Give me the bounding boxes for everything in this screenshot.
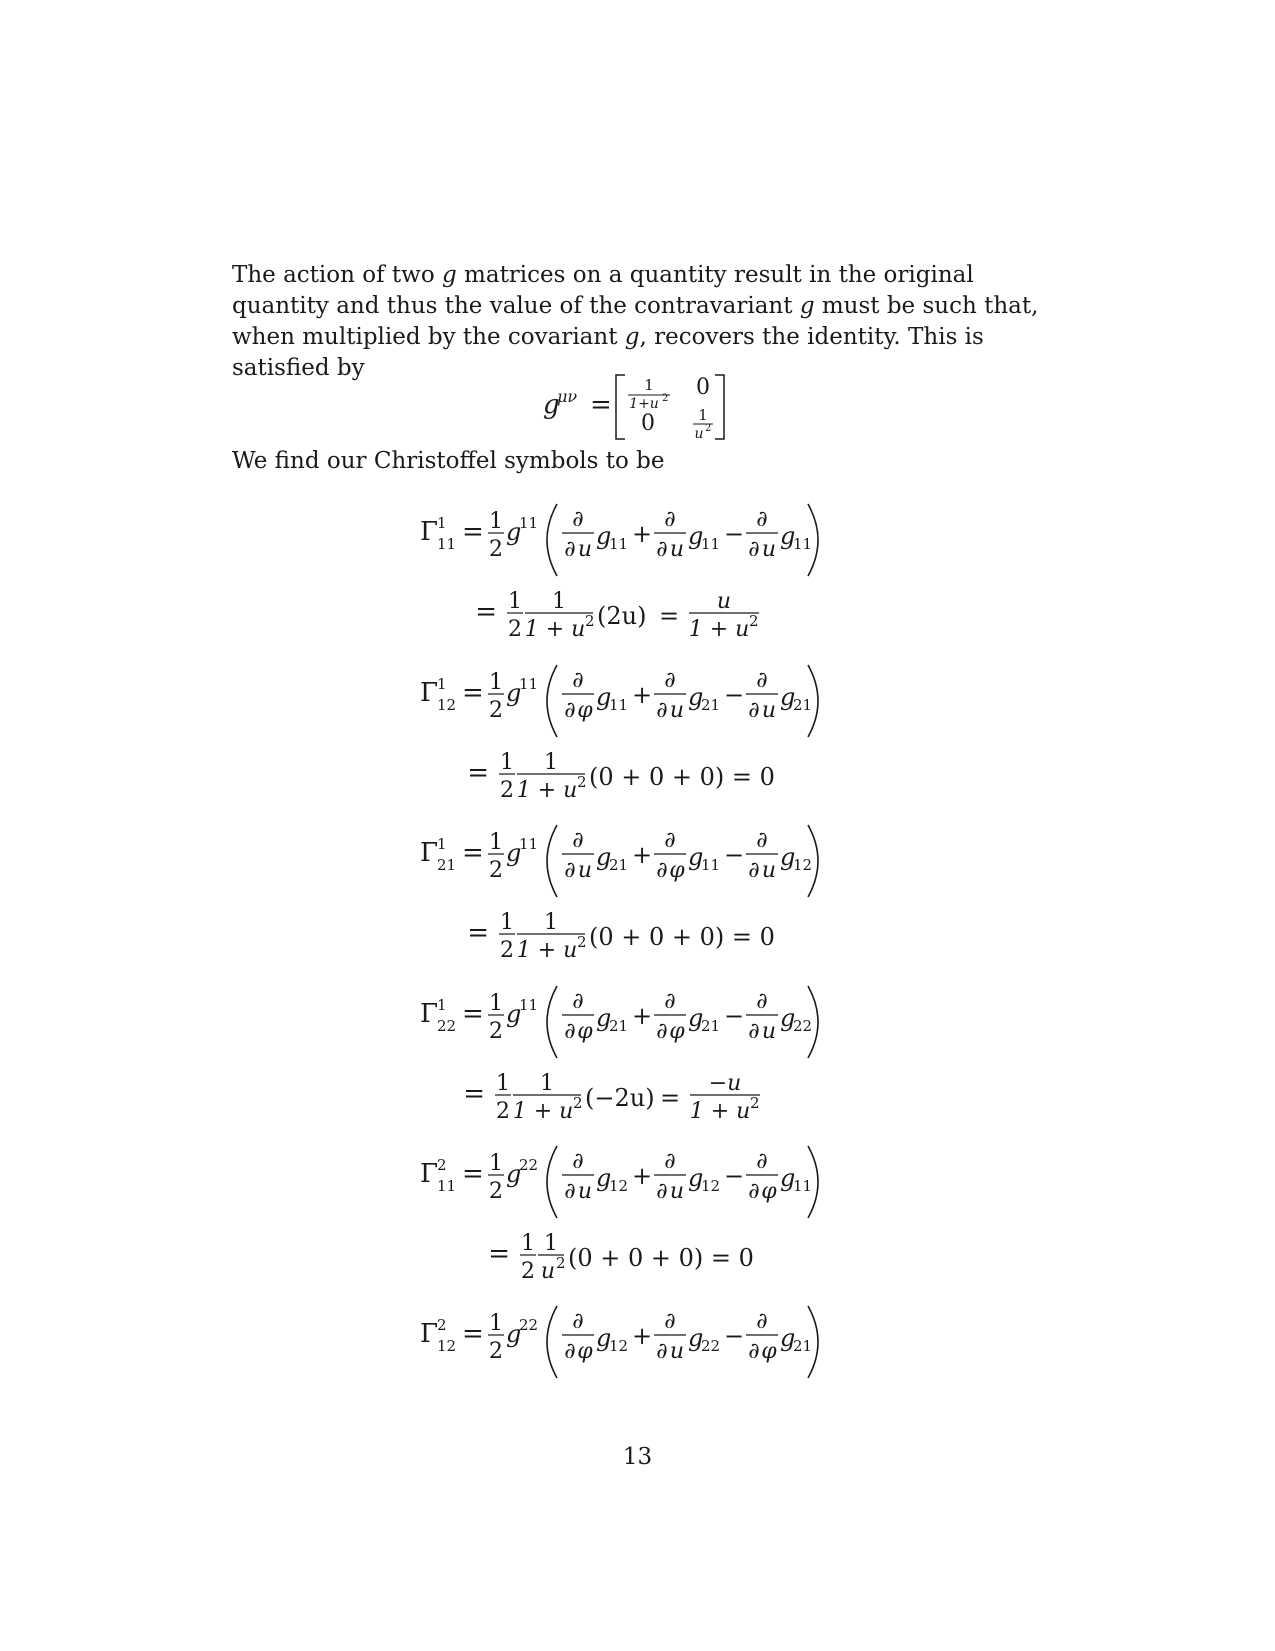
gamma-symbol: Γ [420, 1159, 439, 1189]
result-fraction-denominator-sup: 2 [749, 612, 759, 630]
metric-component-subscript: 22 [701, 1337, 721, 1355]
gamma-equation-3 [0, 819, 1275, 899]
metric-component-subscript: 21 [701, 1017, 721, 1035]
left-paren [547, 1306, 557, 1378]
half-denominator: 2 [489, 537, 503, 562]
equals-sign: = [467, 918, 489, 948]
half-numerator: 1 [521, 1231, 535, 1256]
metric-component-g: g [596, 1324, 612, 1352]
partial-numerator: ∂ [756, 989, 768, 1014]
m21-value: 0 [641, 411, 655, 436]
metric-component-g: g [688, 1324, 704, 1352]
partial-numerator: ∂ [756, 828, 768, 853]
partial-denominator: ∂ [656, 1019, 668, 1044]
half-denominator: 2 [508, 617, 522, 642]
gamma-equation-2 [0, 659, 1275, 739]
m11-denominator: 1+u [629, 396, 659, 412]
operator: − [724, 520, 745, 548]
matrix-left-bracket [616, 375, 625, 439]
result-equation-5 [0, 1220, 1275, 1300]
m12-value: 0 [696, 375, 710, 400]
metric-component-g: g [780, 1164, 796, 1192]
operator: + [632, 1002, 653, 1030]
half-denominator: 2 [496, 1099, 510, 1124]
partial-numerator: ∂ [664, 1149, 676, 1174]
inverse-numerator: 1 [540, 1071, 554, 1096]
metric-component-subscript: 11 [609, 696, 629, 714]
derivative-variable: φ [761, 1339, 777, 1364]
partial-denominator: ∂ [748, 1179, 760, 1204]
result-fraction-numerator: −u [708, 1071, 742, 1096]
inverse-denominator: 1 + u [516, 938, 578, 963]
derivative-variable: u [761, 1019, 777, 1044]
result-expression: (2u) [597, 602, 647, 630]
m22-denominator-sup: 2 [705, 423, 712, 434]
metric-g: g [506, 518, 522, 546]
metric-component-subscript: 21 [793, 1337, 813, 1355]
half-numerator: 1 [489, 670, 503, 695]
derivative-variable: u [669, 537, 685, 562]
metric-component-subscript: 21 [609, 1017, 629, 1035]
half-numerator: 1 [489, 991, 503, 1016]
gamma-superscript: 2 [437, 1156, 447, 1174]
equals-sign: = [462, 838, 484, 868]
partial-numerator: ∂ [572, 989, 584, 1014]
metric-component-subscript: 21 [701, 696, 721, 714]
metric-component-subscript: 11 [701, 856, 721, 874]
metric-component-subscript: 12 [793, 856, 813, 874]
metric-superscript: 11 [519, 514, 539, 532]
half-denominator: 2 [489, 698, 503, 723]
inverse-denominator-sup: 2 [585, 612, 595, 630]
result-expression: (0 + 0 + 0) = 0 [568, 1244, 754, 1272]
partial-denominator: ∂ [656, 698, 668, 723]
metric-component-subscript: 21 [793, 696, 813, 714]
half-numerator: 1 [489, 509, 503, 534]
equals-sign: = [462, 678, 484, 708]
metric-g: g [506, 1000, 522, 1028]
result-expression: (−2u) [585, 1084, 655, 1112]
metric-component-subscript: 11 [701, 535, 721, 553]
partial-numerator: ∂ [756, 1149, 768, 1174]
partial-denominator: ∂ [748, 1339, 760, 1364]
equals-sign: = [462, 999, 484, 1029]
metric-superscript: 22 [519, 1316, 539, 1334]
gamma-subscript: 22 [437, 1017, 457, 1035]
inverse-denominator: 1 + u [512, 1099, 574, 1124]
partial-denominator: ∂ [564, 1179, 576, 1204]
metric-component-subscript: 11 [609, 535, 629, 553]
half-denominator: 2 [489, 1179, 503, 1204]
partial-numerator: ∂ [664, 668, 676, 693]
metric-superscript: 11 [519, 835, 539, 853]
partial-numerator: ∂ [664, 989, 676, 1014]
gamma-equation-1 [0, 498, 1275, 578]
partial-denominator: ∂ [564, 858, 576, 883]
metric-component-g: g [688, 843, 704, 871]
left-paren [547, 986, 557, 1058]
m22-numerator: 1 [698, 406, 708, 424]
inverse-denominator: 1 + u [516, 778, 578, 803]
derivative-variable: φ [577, 1019, 593, 1044]
metric-component-g: g [780, 522, 796, 550]
equals-sign: = [462, 517, 484, 547]
result-equation-4 [0, 1060, 1275, 1140]
equals-sign: = [462, 1319, 484, 1349]
left-paren [547, 825, 557, 897]
result-equals: = [660, 1084, 681, 1112]
gamma-subscript: 21 [437, 856, 457, 874]
inverse-denominator-sup: 2 [573, 1094, 583, 1112]
metric-component-subscript: 12 [609, 1337, 629, 1355]
derivative-variable: u [669, 698, 685, 723]
partial-denominator: ∂ [748, 698, 760, 723]
operator: − [724, 681, 745, 709]
derivative-variable: φ [577, 1339, 593, 1364]
christoffel-intro: We find our Christoffel symbols to be [232, 448, 665, 474]
gamma-symbol: Γ [420, 1319, 439, 1349]
partial-numerator: ∂ [664, 507, 676, 532]
partial-numerator: ∂ [572, 507, 584, 532]
metric-component-subscript: 12 [609, 1177, 629, 1195]
derivative-variable: u [577, 1179, 593, 1204]
metric-superscript: 22 [519, 1156, 539, 1174]
half-denominator: 2 [489, 858, 503, 883]
operator: + [632, 841, 653, 869]
half-numerator: 1 [508, 589, 522, 614]
metric-component-subscript: 11 [793, 535, 813, 553]
metric-component-g: g [596, 683, 612, 711]
metric-component-g: g [688, 522, 704, 550]
half-denominator: 2 [489, 1339, 503, 1364]
metric-component-g: g [596, 1004, 612, 1032]
result-fraction-denominator-sup: 2 [750, 1094, 760, 1112]
metric-component-g: g [596, 1164, 612, 1192]
intro-text-1: The action of two [232, 262, 442, 288]
half-denominator: 2 [489, 1019, 503, 1044]
left-paren [547, 1146, 557, 1218]
derivative-variable: φ [669, 858, 685, 883]
gamma-superscript: 2 [437, 1316, 447, 1334]
m22-denominator: u [694, 426, 704, 442]
equals-sign: = [467, 758, 489, 788]
half-denominator: 2 [500, 938, 514, 963]
metric-component-g: g [780, 1004, 796, 1032]
partial-denominator: ∂ [656, 858, 668, 883]
derivative-variable: u [761, 858, 777, 883]
metric-superscript: 11 [519, 996, 539, 1014]
metric-superscript: 11 [519, 675, 539, 693]
partial-numerator: ∂ [756, 507, 768, 532]
metric-g: g [506, 1320, 522, 1348]
derivative-variable: u [761, 537, 777, 562]
gamma-superscript: 1 [437, 514, 447, 532]
result-equation-1 [0, 578, 1275, 658]
derivative-variable: φ [577, 698, 593, 723]
half-denominator: 2 [521, 1259, 535, 1284]
gamma-symbol: Γ [420, 678, 439, 708]
page-number: 13 [622, 1444, 653, 1470]
intro-text-3: must be such that, when multiplied by the covariant [232, 293, 1039, 350]
partial-numerator: ∂ [664, 1309, 676, 1334]
metric-g: g [506, 1160, 522, 1188]
partial-numerator: ∂ [756, 668, 768, 693]
intro-g-1: g [442, 262, 457, 288]
derivative-variable: φ [761, 1179, 777, 1204]
derivative-variable: u [577, 858, 593, 883]
metric-component-g: g [596, 522, 612, 550]
inverse-numerator: 1 [544, 1231, 558, 1256]
partial-denominator: ∂ [564, 1019, 576, 1044]
partial-numerator: ∂ [572, 828, 584, 853]
partial-denominator: ∂ [656, 1179, 668, 1204]
m11-denominator-sup: 2 [662, 393, 669, 404]
gamma-subscript: 12 [437, 696, 457, 714]
metric-component-subscript: 11 [793, 1177, 813, 1195]
operator: − [724, 1322, 745, 1350]
metric-g: g [506, 839, 522, 867]
half-numerator: 1 [489, 1311, 503, 1336]
operator: + [632, 1322, 653, 1350]
gamma-equation-4 [0, 980, 1275, 1060]
result-equation-3 [0, 899, 1275, 979]
metric-component-g: g [780, 683, 796, 711]
partial-numerator: ∂ [572, 668, 584, 693]
partial-denominator: ∂ [748, 537, 760, 562]
operator: − [724, 1002, 745, 1030]
gamma-symbol: Γ [420, 517, 439, 547]
derivative-variable: u [669, 1179, 685, 1204]
metric-component-g: g [688, 683, 704, 711]
derivative-variable: φ [669, 1019, 685, 1044]
partial-denominator: ∂ [564, 698, 576, 723]
half-denominator: 2 [500, 778, 514, 803]
partial-denominator: ∂ [564, 1339, 576, 1364]
inverse-numerator: 1 [544, 750, 558, 775]
operator: − [724, 841, 745, 869]
gamma-subscript: 11 [437, 535, 457, 553]
equals-sign: = [488, 1239, 510, 1269]
operator: + [632, 681, 653, 709]
intro-paragraph [232, 260, 1052, 384]
half-numerator: 1 [500, 750, 514, 775]
partial-numerator: ∂ [756, 1309, 768, 1334]
gamma-symbol: Γ [420, 999, 439, 1029]
metric-component-g: g [596, 843, 612, 871]
m11-numerator: 1 [644, 376, 654, 394]
metric-component-g: g [780, 843, 796, 871]
metric-component-subscript: 21 [609, 856, 629, 874]
metric-component-g: g [688, 1004, 704, 1032]
result-expression: (0 + 0 + 0) = 0 [589, 763, 775, 791]
inverse-denominator: 1 + u [524, 617, 586, 642]
partial-denominator: ∂ [748, 858, 760, 883]
gamma-symbol: Γ [420, 838, 439, 868]
matrix-right-bracket [715, 375, 724, 439]
half-numerator: 1 [500, 910, 514, 935]
metric-lhs-sup: μν [557, 387, 578, 406]
operator: − [724, 1162, 745, 1190]
gamma-subscript: 11 [437, 1177, 457, 1195]
result-fraction-denominator: 1 + u [689, 1099, 751, 1124]
partial-denominator: ∂ [656, 537, 668, 562]
result-expression: (0 + 0 + 0) = 0 [589, 923, 775, 951]
inverse-denominator-sup: 2 [556, 1254, 566, 1272]
derivative-variable: u [761, 698, 777, 723]
equals-sign: = [463, 1079, 485, 1109]
gamma-subscript: 12 [437, 1337, 457, 1355]
inverse-numerator: 1 [552, 589, 566, 614]
left-paren [547, 665, 557, 737]
metric-component-g: g [780, 1324, 796, 1352]
metric-g: g [506, 679, 522, 707]
half-numerator: 1 [496, 1071, 510, 1096]
result-equals: = [659, 602, 680, 630]
inverse-denominator: u [540, 1259, 556, 1284]
metric-component-g: g [688, 1164, 704, 1192]
equals-sign: = [462, 1159, 484, 1189]
gamma-superscript: 1 [437, 675, 447, 693]
inverse-numerator: 1 [544, 910, 558, 935]
half-numerator: 1 [489, 1151, 503, 1176]
metric-lhs: g [543, 390, 560, 420]
partial-denominator: ∂ [564, 537, 576, 562]
gamma-superscript: 1 [437, 835, 447, 853]
result-fraction-numerator: u [716, 589, 732, 614]
operator: + [632, 1162, 653, 1190]
partial-numerator: ∂ [572, 1309, 584, 1334]
inverse-denominator-sup: 2 [577, 933, 587, 951]
intro-g-3: g [624, 324, 640, 350]
metric-component-subscript: 22 [793, 1017, 813, 1035]
gamma-equation-6 [0, 1300, 1275, 1380]
metric-equation [0, 372, 1275, 444]
partial-numerator: ∂ [572, 1149, 584, 1174]
operator: + [632, 520, 653, 548]
intro-text-4: , recovers the identity. This is satisfied by [232, 324, 984, 381]
partial-numerator: ∂ [664, 828, 676, 853]
metric-component-subscript: 12 [701, 1177, 721, 1195]
derivative-variable: u [669, 1339, 685, 1364]
half-numerator: 1 [489, 830, 503, 855]
gamma-equation-5 [0, 1140, 1275, 1220]
metric-equals: = [590, 390, 612, 420]
gamma-superscript: 1 [437, 996, 447, 1014]
inverse-denominator-sup: 2 [577, 773, 587, 791]
result-fraction-denominator: 1 + u [688, 617, 750, 642]
result-equation-2 [0, 739, 1275, 819]
partial-denominator: ∂ [748, 1019, 760, 1044]
equals-sign: = [475, 597, 497, 627]
intro-g-2: g [799, 293, 815, 319]
derivative-variable: u [577, 537, 593, 562]
partial-denominator: ∂ [656, 1339, 668, 1364]
left-paren [547, 504, 557, 576]
intro-text-2: matrices on a quantity result in the original quantity and thus the value of the contravariant [232, 262, 974, 319]
